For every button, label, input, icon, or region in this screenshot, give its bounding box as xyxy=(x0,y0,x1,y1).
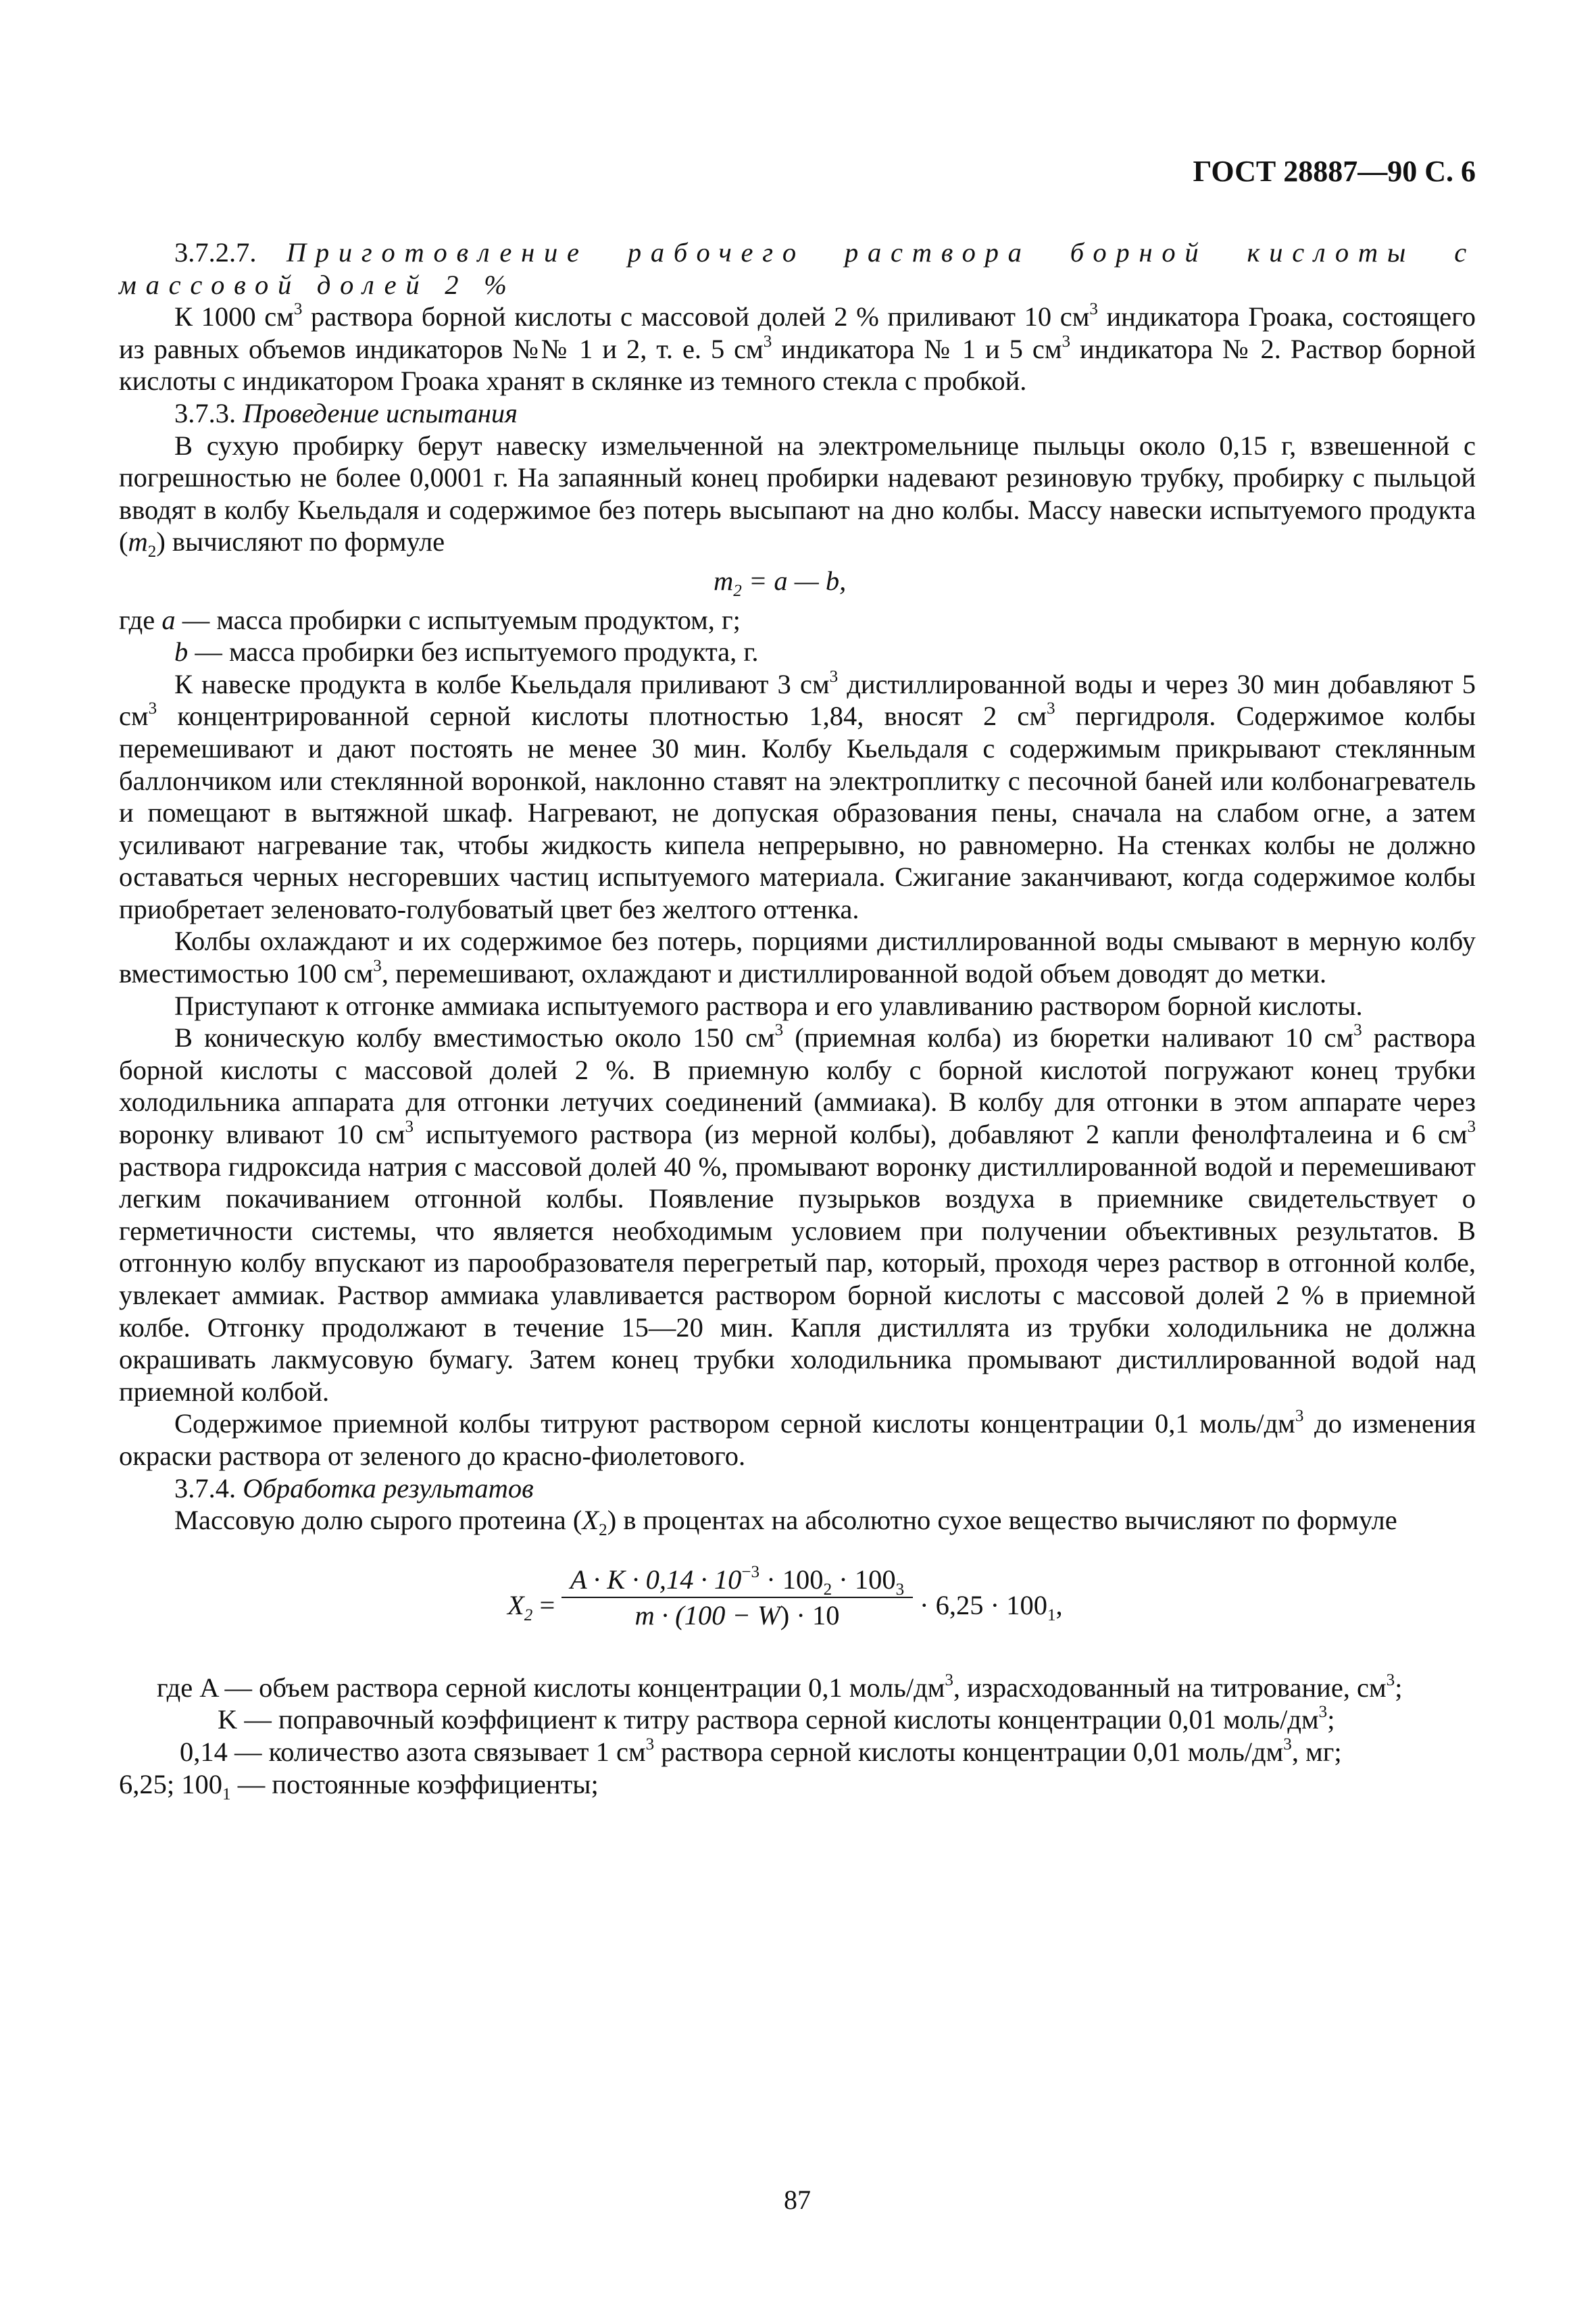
definition-K: K — поправочный коэффициент к титру раствора серной кислоты концентрации 0,01 моль/$дм^3$; xyxy=(218,1703,1335,1735)
document-page xyxy=(119,0,1476,2315)
section-3-7-4-heading: 3.7.4. Обработка результатов xyxy=(174,1472,534,1503)
document-body xyxy=(119,237,1476,1803)
paragraph: В сухую пробирку берут навеску измельченной на электромельнице пыльцы около 0,15 г, взвешенной с погрешностью не более 0,0001 г. На запаянный конец пробирки надевают резиновую трубку, пробирку с пыльцой вводят в колбу Кьельдаля и содержимое без потерь высыпают на дно колбы. Массу навески испытуемого продукта $(m_2)$ вычисляют по формуле xyxy=(119,430,1476,562)
paragraph: В коническую колбу вместимостью около 150 $см^3$ (приемная колба) из бюретки наливают 10 $см^3$ раствора борной кислоты с массовой долей 2 %. В приемную колбу с борной кислотой погружают конец трубки холодильника аппарата для отгонки летучих соединений (аммиака). В колбу для отгонки в этом аппарате через воронку вливают 10 $см^3$ испытуемого раствора (из мерной колбы), добавляют 2 капли фенолфталеина и 6 $см^3$ раствора гидроксида натрия с массовой долей 40 %, промывают воронку дистиллированной водой и перемешивают легким покачиванием отгонной колбы. Появление пузырьков воздуха в приемнике свидетельствует о герметичности системы, что является необходимым условием при получении объективных результатов. В отгонную колбу впускают из парообразователя перегретый пар, который, проходя через раствор в отгонной колбе, увлекает аммиак. Раствор аммиака улавливается раствором борной кислоты с массовой долей 2 % в приемной колбе. Отгонку продолжают в течение 15—20 мин. Капля дистиллята из трубки холодильника не должна окрашивать лакмусовую бумагу. Затем конец трубки холодильника промывают дистиллированной водой над приемной колбой. xyxy=(119,1021,1476,1407)
variable-definitions xyxy=(119,1670,1476,1803)
page-number: 87 xyxy=(784,2185,811,2215)
numerator: $A \cdot K \cdot 0,14 \cdot 10^{-3} \cdot 100_2 \cdot 100_3$ xyxy=(562,1564,913,1599)
section-3-7-3-heading: 3.7.3. Проведение испытания xyxy=(174,397,518,428)
paragraph: К навеске продукта в колбе Кьельдаля приливают 3 $см^3$ дистиллированной воды и через 30 мин добавляют 5 $см^3$ концентрированной серной кислоты плотностью 1,84, вносят 2 $см^3$ пергидроля. Содержимое колбы перемешивают и дают постоять не менее 30 мин. Колбу Кьельдаля с содержимым прикрывают стеклянным баллончиком или стеклянной воронкой, наклонно ставят на электроплитку с песочной баней или колбонагреватель и помещают в вытяжной шкаф. Нагревают, не допуская образования пены, сначала на слабом огне, а затем усиливают нагревание так, чтобы жидкость кипела непрерывно, но равномерно. На стенках колбы не должно оставаться черных несгоревших частиц испытуемого материала. Сжигание заканчивают, когда содержимое колбы приобретает зеленовато-голубоватый цвет без желтого оттенка. xyxy=(119,667,1476,924)
section-3-7-2-7-heading: 3.7.2.7. Приготовление рабочего раствора борной кислоты с массовой долей 2 % xyxy=(119,237,1476,300)
section-title: Обработка результатов xyxy=(243,1472,534,1503)
section-title: Проведение испытания xyxy=(243,397,518,428)
definition-A: где A — объем раствора серной кислоты концентрации 0,1 моль/$дм^3$, израсходованный на титрование, $см^3$; xyxy=(157,1670,1403,1703)
page-header: ГОСТ 28887—90 С. 6 xyxy=(1193,155,1476,188)
denominator: m · (100 − W) · 10 xyxy=(634,1600,840,1631)
variable-definition: b — масса пробирки без испытуемого продукта, г. xyxy=(174,637,759,668)
paragraph: Колбы охлаждают и их содержимое без потерь, порциями дистиллированной воды смывают в мерную колбу вместимостью 100 $см^3$, перемешивают, охлаждают и дистиллированной водой объем доводят до метки. xyxy=(119,926,1476,989)
variable-definition: где a — масса пробирки с испытуемым продуктом, г; xyxy=(119,604,741,635)
paragraph: Приступают к отгонке аммиака испытуемого раствора и его улавливанию раствором борной кислоты. xyxy=(174,990,1363,1021)
fraction xyxy=(562,1564,913,1632)
formula-x2: $X_2$ = $\frac{A \cdot K \cdot 0,14 \cdot 10^{-3} \cdot 100_2 \cdot 100_3}{m \cdot (100 - W) \cdot 10}$ · $6,25 \cdot 100_1$, xyxy=(507,1562,1063,1631)
section-title: Приготовление рабочего раствора борной кислоты с массовой долей 2 % xyxy=(119,237,1476,300)
definition-0-14: 0,14 — количество азота связывает 1 $см^3$ раствора серной кислоты концентрации 0,01 моль/$дм^3$, мг; xyxy=(180,1735,1342,1767)
paragraph: К 1000 $см^3$ раствора борной кислоты с массовой долей 2 % приливают 10 $см^3$ индикатора Гроака, состоящего из равных объемов индикаторов №№ 1 и 2, т. е. 5 $см^3$ индикатора № 1 и 5 $см^3$ индикатора № 2. Раствор борной кислоты с индикатором Гроака хранят в склянке из темного стекла с пробкой. xyxy=(119,300,1476,397)
paragraph: Содержимое приемной колбы титруют раствором серной кислоты концентрации 0,1 моль/$дм^3$ до изменения окраски раствора от зеленого до красно-фиолетового. xyxy=(119,1407,1476,1471)
paragraph: Массовую долю сырого протеина $(X_2)$ в процентах на абсолютно сухое вещество вычисляют по формуле xyxy=(174,1505,1397,1540)
definition-constants: 6,25; $100_1$ — постоянные коэффициенты; xyxy=(119,1768,599,1803)
formula-m2: $m_2 = a$ — b, xyxy=(714,565,847,601)
